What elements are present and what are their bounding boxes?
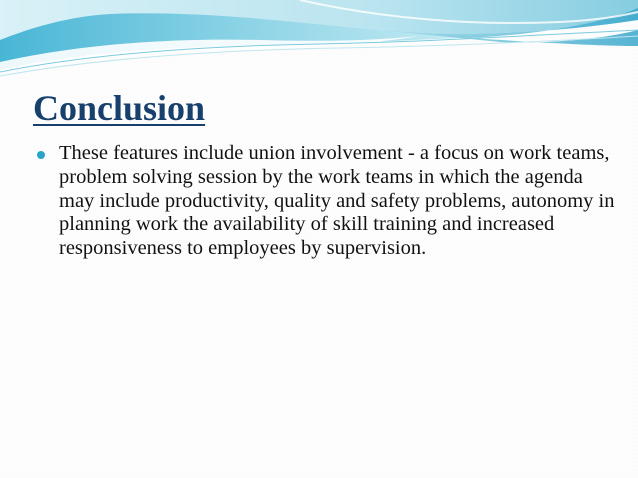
slide-title: Conclusion xyxy=(33,88,206,128)
wave-header-decoration xyxy=(0,0,638,80)
bullet-text: These features include union involvement - a focus on work teams, problem solving session by the work teams in which the agenda may include productivity, quality and safety problems, autonomy in planning work the availability of skill training and increased responsiveness to employees by supervision. xyxy=(59,142,615,260)
bullet-item xyxy=(36,142,616,261)
filled-circle-bullet-icon xyxy=(37,151,45,159)
bullet-list xyxy=(36,142,616,261)
